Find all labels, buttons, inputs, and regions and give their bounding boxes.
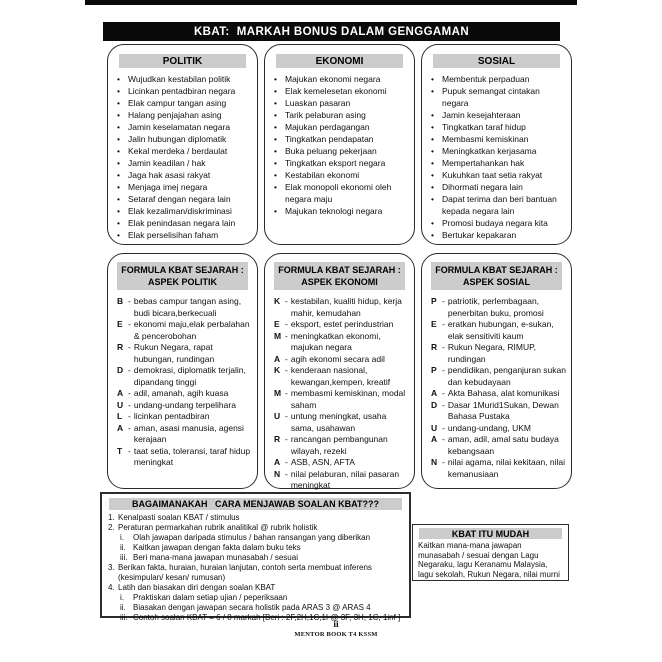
list-item-text: Bertukar kepakaran: [442, 230, 517, 240]
list-item: [117, 85, 252, 97]
formula-text: undang-undang, UKM: [447, 422, 532, 433]
list-item: [431, 157, 566, 169]
formula-header-line1: FORMULA KBAT SEJARAH :: [435, 265, 558, 275]
kbat-itu-mudah-header: KBAT ITU MUDAH: [419, 528, 562, 539]
formula-letter: A: [431, 434, 438, 444]
list-item: [117, 109, 252, 121]
formula-item: [274, 434, 410, 457]
formula-letter: U: [274, 411, 281, 421]
bullet-icon: •: [431, 158, 434, 168]
formula-text: aman, adil, amal satu budaya kebangsaan: [447, 434, 559, 456]
dash-separator: -: [285, 457, 288, 467]
bullet-icon: •: [431, 86, 434, 96]
list-item-text: Dihormati negara lain: [442, 182, 523, 192]
bullet-icon: •: [117, 122, 120, 132]
dash-separator: -: [285, 365, 288, 375]
list-item-text: Halang penjajahan asing: [128, 110, 222, 120]
formula-text: rancangan pembangunan wilayah, rezeki: [290, 434, 388, 456]
formula-item: [274, 354, 410, 366]
list-item-text: Kekal merdeka / berdaulat: [128, 146, 228, 156]
list-item: [274, 169, 409, 181]
dash-separator: -: [442, 342, 445, 352]
page-number: ii: [333, 620, 339, 630]
formula-letter: R: [117, 342, 124, 352]
bullet-icon: •: [117, 86, 120, 96]
list-item: [117, 73, 252, 85]
formula-letter: E: [274, 319, 280, 329]
list-item: [431, 229, 566, 241]
politik-box: [107, 44, 258, 245]
formula-text: licinkan pentadbiran: [133, 411, 210, 421]
bullet-icon: •: [117, 74, 120, 84]
dash-separator: -: [128, 296, 131, 306]
formula-item: [431, 457, 567, 480]
formula-item: [274, 331, 410, 354]
formula-letter: M: [274, 330, 282, 341]
list-item-text: Dapat terima dan beri bantuan kepada negara lain: [442, 194, 557, 216]
dash-separator: -: [285, 319, 288, 329]
subitem-text: Beri mana-mana jawapan munasabah / sesuai: [133, 553, 298, 562]
dash-separator: -: [285, 468, 288, 479]
dash-separator: -: [442, 399, 445, 410]
list-item-text: Tingkatkan taraf hidup: [442, 122, 526, 132]
formula-item: [274, 319, 410, 331]
formula-text: nilai agama, nilai kekitaan, nilai kemanusiaan: [447, 457, 566, 479]
list-item: [117, 97, 252, 109]
formula-text: Akta Bahasa, alat komunikasi: [447, 388, 560, 398]
roman-subitem: [108, 603, 404, 613]
formula-text: aman, asasi manusia, agensi kerajaan: [133, 422, 244, 444]
subitem-number: iii.: [120, 613, 128, 622]
dash-separator: -: [285, 434, 288, 444]
list-item: [274, 145, 409, 157]
formula-letter: K: [274, 365, 281, 375]
bullet-icon: •: [274, 206, 277, 216]
formula-text: kestabilan, kualiti hidup, kerja mahir, kemudahan: [290, 296, 402, 318]
dash-separator: -: [128, 319, 131, 329]
bullet-icon: •: [117, 182, 120, 192]
formula-item: [431, 342, 567, 365]
dash-separator: -: [128, 399, 131, 410]
page-top-edge-strip: [85, 0, 577, 5]
list-item-text: Meningkatkan kerjasama: [442, 146, 537, 156]
numbered-item: [108, 583, 404, 593]
bullet-icon: •: [431, 110, 434, 120]
list-item-text: Elak penindasan negara lain: [128, 218, 236, 228]
book-imprint: MENTOR BOOK T4 KSSM: [294, 631, 378, 638]
politik-header: POLITIK: [119, 54, 246, 68]
page-title: KBAT: MARKAH BONUS DALAM GENGGAMAN: [103, 22, 560, 41]
list-item: [117, 217, 252, 229]
list-item: [431, 109, 566, 121]
list-item: [431, 169, 566, 181]
list-item-text: Elak perselisihan faham: [128, 230, 219, 240]
list-item: [117, 157, 252, 169]
subitem-number: i.: [120, 593, 124, 602]
formula-letter: B: [117, 296, 124, 306]
list-item: [117, 193, 252, 205]
bullet-icon: •: [274, 86, 277, 96]
bullet-icon: •: [117, 110, 120, 120]
formula-letter: T: [117, 445, 123, 456]
list-item-text: Luaskan pasaran: [285, 98, 351, 108]
formula-letter: L: [117, 411, 123, 421]
formula-item: [431, 434, 567, 457]
list-item-text: Promosi budaya negara kita: [442, 218, 548, 228]
list-item-text: Jamin kesejahteraan: [442, 110, 521, 120]
roman-subitem: [108, 553, 404, 563]
formula-item: [431, 423, 567, 435]
bullet-icon: •: [274, 74, 277, 84]
formula-item: [274, 365, 410, 388]
formula-item: [117, 342, 253, 365]
list-item: [117, 133, 252, 145]
formula-letter: N: [274, 468, 281, 479]
list-item: [274, 97, 409, 109]
formula-item: [431, 319, 567, 342]
formula-text: bebas campur tangan asing, budi bicara,berkecuali: [133, 296, 242, 318]
formula-text: meningkatkan ekonomi, majukan negara: [290, 330, 381, 352]
formula-text: nilai pelaburan, nilai pasaran meningkat: [290, 468, 400, 490]
list-item-text: Majukan teknologi negara: [285, 206, 383, 216]
subitem-number: ii.: [120, 603, 126, 612]
list-item: [431, 73, 566, 85]
bullet-icon: •: [431, 134, 434, 144]
list-item-text: Licinkan pentadbiran negara: [128, 86, 236, 96]
dash-separator: -: [442, 422, 445, 433]
formula-item: [274, 388, 410, 411]
list-item-text: Membasmi kemiskinan: [442, 134, 529, 144]
formula-text: Rukun Negara, rapat hubungan, rundingan: [133, 342, 215, 364]
bullet-icon: •: [431, 170, 434, 180]
dash-separator: -: [442, 319, 445, 329]
list-item: [274, 133, 409, 145]
list-item-text: Majukan perdagangan: [285, 122, 370, 132]
bullet-icon: •: [117, 134, 120, 144]
formula-header-line2: ASPEK EKONOMI: [301, 277, 378, 287]
formula-letter: A: [274, 353, 281, 364]
formula-text: pendidikan, penganjuran sukan dan kebudayaan: [447, 365, 566, 387]
formula-item: [117, 296, 253, 319]
formula-item: [117, 365, 253, 388]
ekonomi-list: [265, 72, 414, 217]
subitem-number: i.: [120, 533, 124, 542]
list-item-text: Pupuk semangat cintakan negara: [442, 86, 540, 108]
dash-separator: -: [128, 411, 131, 421]
formula-letter: D: [117, 365, 124, 375]
page-footer: [100, 620, 572, 638]
roman-subitem: [108, 593, 404, 603]
list-item: [117, 169, 252, 181]
list-item: [274, 121, 409, 133]
formula-text: patriotik, perlembagaan, penerbitan buku, promosi: [447, 296, 544, 318]
subitem-text: Kaitkan jawapan dengan fakta dalam buku teks: [133, 543, 301, 552]
formula-item: [431, 365, 567, 388]
formula-text: Dasar 1Murid1Sukan, Dewan Bahasa Pustaka: [447, 399, 559, 421]
list-item: [274, 205, 409, 217]
list-item: [431, 121, 566, 133]
subitem-text: Contoh soalan KBAT = 6 / 8 markah [Beri : 2F,2H,1C,1I @ 3F, 3H, 1C, 1inf ]: [133, 613, 401, 622]
list-item-text: Jamin keselamatan negara: [128, 122, 231, 132]
formula-text: demokrasi, diplomatik terjalin, dipandang tinggi: [133, 365, 246, 387]
dash-separator: -: [442, 434, 445, 444]
formula-text: Rukun Negara, RIMUP, rundingan: [447, 342, 537, 364]
formula-letter: P: [431, 365, 437, 375]
dash-separator: -: [442, 457, 445, 467]
list-item-text: Mempertahankan hak: [442, 158, 525, 168]
how-to-answer-box: [100, 492, 411, 622]
formula-header-line2: ASPEK POLITIK: [147, 277, 217, 287]
list-item: [274, 157, 409, 169]
bullet-icon: •: [431, 230, 434, 240]
formula-letter: R: [274, 434, 281, 444]
formula-letter: M: [274, 388, 282, 398]
how-to-answer-header: BAGAIMANAKAH CARA MENJAWAB SOALAN KBAT???: [109, 498, 402, 510]
formula-item: [117, 319, 253, 342]
bullet-icon: •: [274, 134, 277, 144]
formula-text: agih ekonomi secara adil: [290, 353, 385, 364]
bullet-icon: •: [117, 194, 120, 204]
item-number: 2.: [108, 523, 115, 532]
formula-letter: K: [274, 296, 281, 306]
formula-letter: U: [117, 399, 124, 410]
list-item-text: Majukan ekonomi negara: [285, 74, 381, 84]
formula-politik-header: [117, 262, 248, 290]
formula-text: untung meningkat, usaha sama, usahawan: [290, 411, 387, 433]
politik-list: [108, 72, 257, 241]
dash-separator: -: [128, 422, 131, 433]
bullet-icon: •: [117, 98, 120, 108]
list-item: [117, 229, 252, 241]
list-item: [117, 145, 252, 157]
list-item: [431, 181, 566, 193]
dash-separator: -: [128, 365, 131, 375]
formula-politik-list: [108, 295, 257, 469]
formula-sosial-list: [422, 295, 571, 480]
list-item-text: Elak monopoli ekonomi oleh negara maju: [285, 182, 392, 204]
list-item-text: Kestabilan ekonomi: [285, 170, 360, 180]
formula-header-line2: ASPEK SOSIAL: [462, 277, 530, 287]
dash-separator: -: [442, 296, 445, 306]
list-item-text: Elak campur tangan asing: [128, 98, 227, 108]
sosial-box: [421, 44, 572, 245]
dash-separator: -: [285, 388, 288, 398]
formula-text: membasmi kemiskinan, modal saham: [290, 388, 406, 410]
sosial-header: SOSIAL: [433, 54, 560, 68]
dash-separator: -: [442, 388, 445, 398]
formula-item: [117, 411, 253, 423]
list-item: [431, 133, 566, 145]
ekonomi-box: [264, 44, 415, 245]
bullet-icon: •: [431, 218, 434, 228]
dash-separator: -: [128, 342, 131, 352]
kbat-itu-mudah-text: Kaitkan mana-mana jawapan munasabah / sesuai dengan Lagu Negaraku, lagu Keranamu Malaysia, lagu sekolah, Rukun Negara, nilai murni: [418, 541, 560, 579]
formula-item: [117, 400, 253, 412]
bullet-icon: •: [274, 110, 277, 120]
formula-politik-box: [107, 253, 258, 489]
bullet-icon: •: [274, 146, 277, 156]
formula-item: [274, 296, 410, 319]
formula-letter: P: [431, 296, 437, 306]
ekonomi-header: EKONOMI: [276, 54, 403, 68]
subitem-number: iii.: [120, 553, 128, 562]
dash-separator: -: [285, 353, 288, 364]
formula-text: eksport, estet perindustrian: [290, 319, 394, 329]
list-item-text: Menjaga imej negara: [128, 182, 208, 192]
item-text: Kenalpasti soalan KBAT / stimulus: [118, 513, 240, 522]
formula-item: [117, 388, 253, 400]
formula-letter: E: [117, 319, 123, 329]
bullet-icon: •: [117, 170, 120, 180]
formula-letter: U: [431, 422, 438, 433]
list-item-text: Tingkatkan pendapatan: [285, 134, 374, 144]
bullet-icon: •: [274, 98, 277, 108]
item-text: Latih dan biasakan diri dengan soalan KBAT: [118, 583, 276, 592]
formula-item: [431, 388, 567, 400]
bullet-icon: •: [274, 182, 277, 192]
formula-letter: R: [431, 342, 438, 352]
bullet-icon: •: [117, 146, 120, 156]
list-item: [274, 85, 409, 97]
formula-item: [431, 296, 567, 319]
bullet-icon: •: [274, 170, 277, 180]
formula-ekonomi-box: [264, 253, 415, 489]
list-item-text: Wujudkan kestabilan politik: [128, 74, 231, 84]
formula-letter: A: [431, 388, 438, 398]
formula-text: eratkan hubungan, e-sukan, elak sensitiviti kaum: [447, 319, 554, 341]
list-item-text: Tarik pelaburan asing: [285, 110, 366, 120]
list-item-text: Setaraf dengan negara lain: [128, 194, 231, 204]
bullet-icon: •: [117, 230, 120, 240]
formula-item: [431, 400, 567, 423]
bullet-icon: •: [274, 158, 277, 168]
kbat-itu-mudah-box: [412, 524, 569, 581]
list-item: [117, 205, 252, 217]
formula-item: [274, 411, 410, 434]
list-item-text: Jalin hubungan diplomatik: [128, 134, 227, 144]
formula-item: [274, 469, 410, 492]
formula-letter: A: [117, 422, 124, 433]
formula-letter: D: [431, 399, 438, 410]
formula-letter: E: [431, 319, 437, 329]
formula-header-line1: FORMULA KBAT SEJARAH :: [278, 265, 401, 275]
list-item: [431, 193, 566, 217]
subitem-text: Biasakan dengan jawapan secara holistik pada ARAS 3 @ ARAS 4: [133, 603, 371, 612]
bullet-icon: •: [431, 194, 434, 204]
item-text: Peraturan permarkahan rubrik analitikal @ rubrik holistik: [118, 523, 318, 532]
formula-letter: N: [431, 457, 438, 467]
bullet-icon: •: [431, 122, 434, 132]
list-item: [431, 217, 566, 229]
list-item-text: Jamin keadilan / hak: [128, 158, 206, 168]
dash-separator: -: [285, 330, 288, 341]
formula-text: kenderaan nasional, kewangan,kempen, kreatif: [290, 365, 391, 387]
subitem-text: Praktiskan dalam setiap ujian / peperiksaan: [133, 593, 288, 602]
list-item-text: Elak kezaliman/diskriminasi: [128, 206, 232, 216]
bullet-icon: •: [431, 74, 434, 84]
bullet-icon: •: [431, 146, 434, 156]
list-item: [431, 85, 566, 109]
list-item: [274, 181, 409, 205]
dash-separator: -: [128, 388, 131, 398]
formula-ekonomi-list: [265, 295, 414, 492]
bullet-icon: •: [117, 206, 120, 216]
list-item: [117, 121, 252, 133]
roman-subitem: [108, 543, 404, 553]
item-number: 4.: [108, 583, 115, 592]
dash-separator: -: [128, 445, 131, 456]
formula-letter: A: [117, 388, 124, 398]
list-item-text: Jaga hak asasi rakyat: [128, 170, 211, 180]
list-item-text: Tingkatkan eksport negara: [285, 158, 386, 168]
formula-sosial-box: [421, 253, 572, 489]
dash-separator: -: [285, 411, 288, 421]
bullet-icon: •: [274, 122, 277, 132]
subitem-number: ii.: [120, 543, 126, 552]
list-item-text: Kukuhkan taat setia rakyat: [442, 170, 543, 180]
numbered-item: [108, 563, 404, 583]
formula-ekonomi-header: [274, 262, 405, 290]
how-to-answer-list: [102, 513, 409, 623]
list-item: [274, 109, 409, 121]
dash-separator: -: [285, 296, 288, 306]
formula-text: ASB, ASN, AFTA: [290, 457, 355, 467]
item-text: Berikan fakta, huraian, huraian lanjutan, contoh serta membuat inferens (kesimpulan/ kesan/ rumusan): [118, 563, 372, 582]
formula-text: undang-undang terpelihara: [133, 399, 236, 410]
list-item-text: Elak kemelesetan ekonomi: [285, 86, 387, 96]
formula-text: ekonomi maju,elak perbalahan & pencerobohan: [133, 319, 250, 341]
item-number: 1.: [108, 513, 115, 522]
formula-letter: A: [274, 457, 281, 467]
sosial-list: [422, 72, 571, 241]
bullet-icon: •: [431, 182, 434, 192]
list-item-text: Buka peluang pekerjaan: [285, 146, 377, 156]
list-item: [431, 145, 566, 157]
formula-text: taat setia, toleransi, taraf hidup meningkat: [133, 445, 251, 467]
formula-item: [274, 457, 410, 469]
bullet-icon: •: [117, 158, 120, 168]
list-item-text: Membentuk perpaduan: [442, 74, 530, 84]
formula-sosial-header: [431, 262, 562, 290]
subitem-text: Olah jawapan daripada stimulus / bahan ransangan yang diberikan: [133, 533, 371, 542]
numbered-item: [108, 523, 404, 533]
formula-text: adil, amanah, agih kuasa: [133, 388, 229, 398]
roman-subitem: [108, 533, 404, 543]
bullet-icon: •: [117, 218, 120, 228]
formula-item: [117, 446, 253, 469]
formula-item: [117, 423, 253, 446]
list-item: [274, 73, 409, 85]
item-number: 3.: [108, 563, 115, 572]
dash-separator: -: [442, 365, 445, 375]
formula-header-line1: FORMULA KBAT SEJARAH :: [121, 265, 244, 275]
list-item: [117, 181, 252, 193]
numbered-item: [108, 513, 404, 523]
